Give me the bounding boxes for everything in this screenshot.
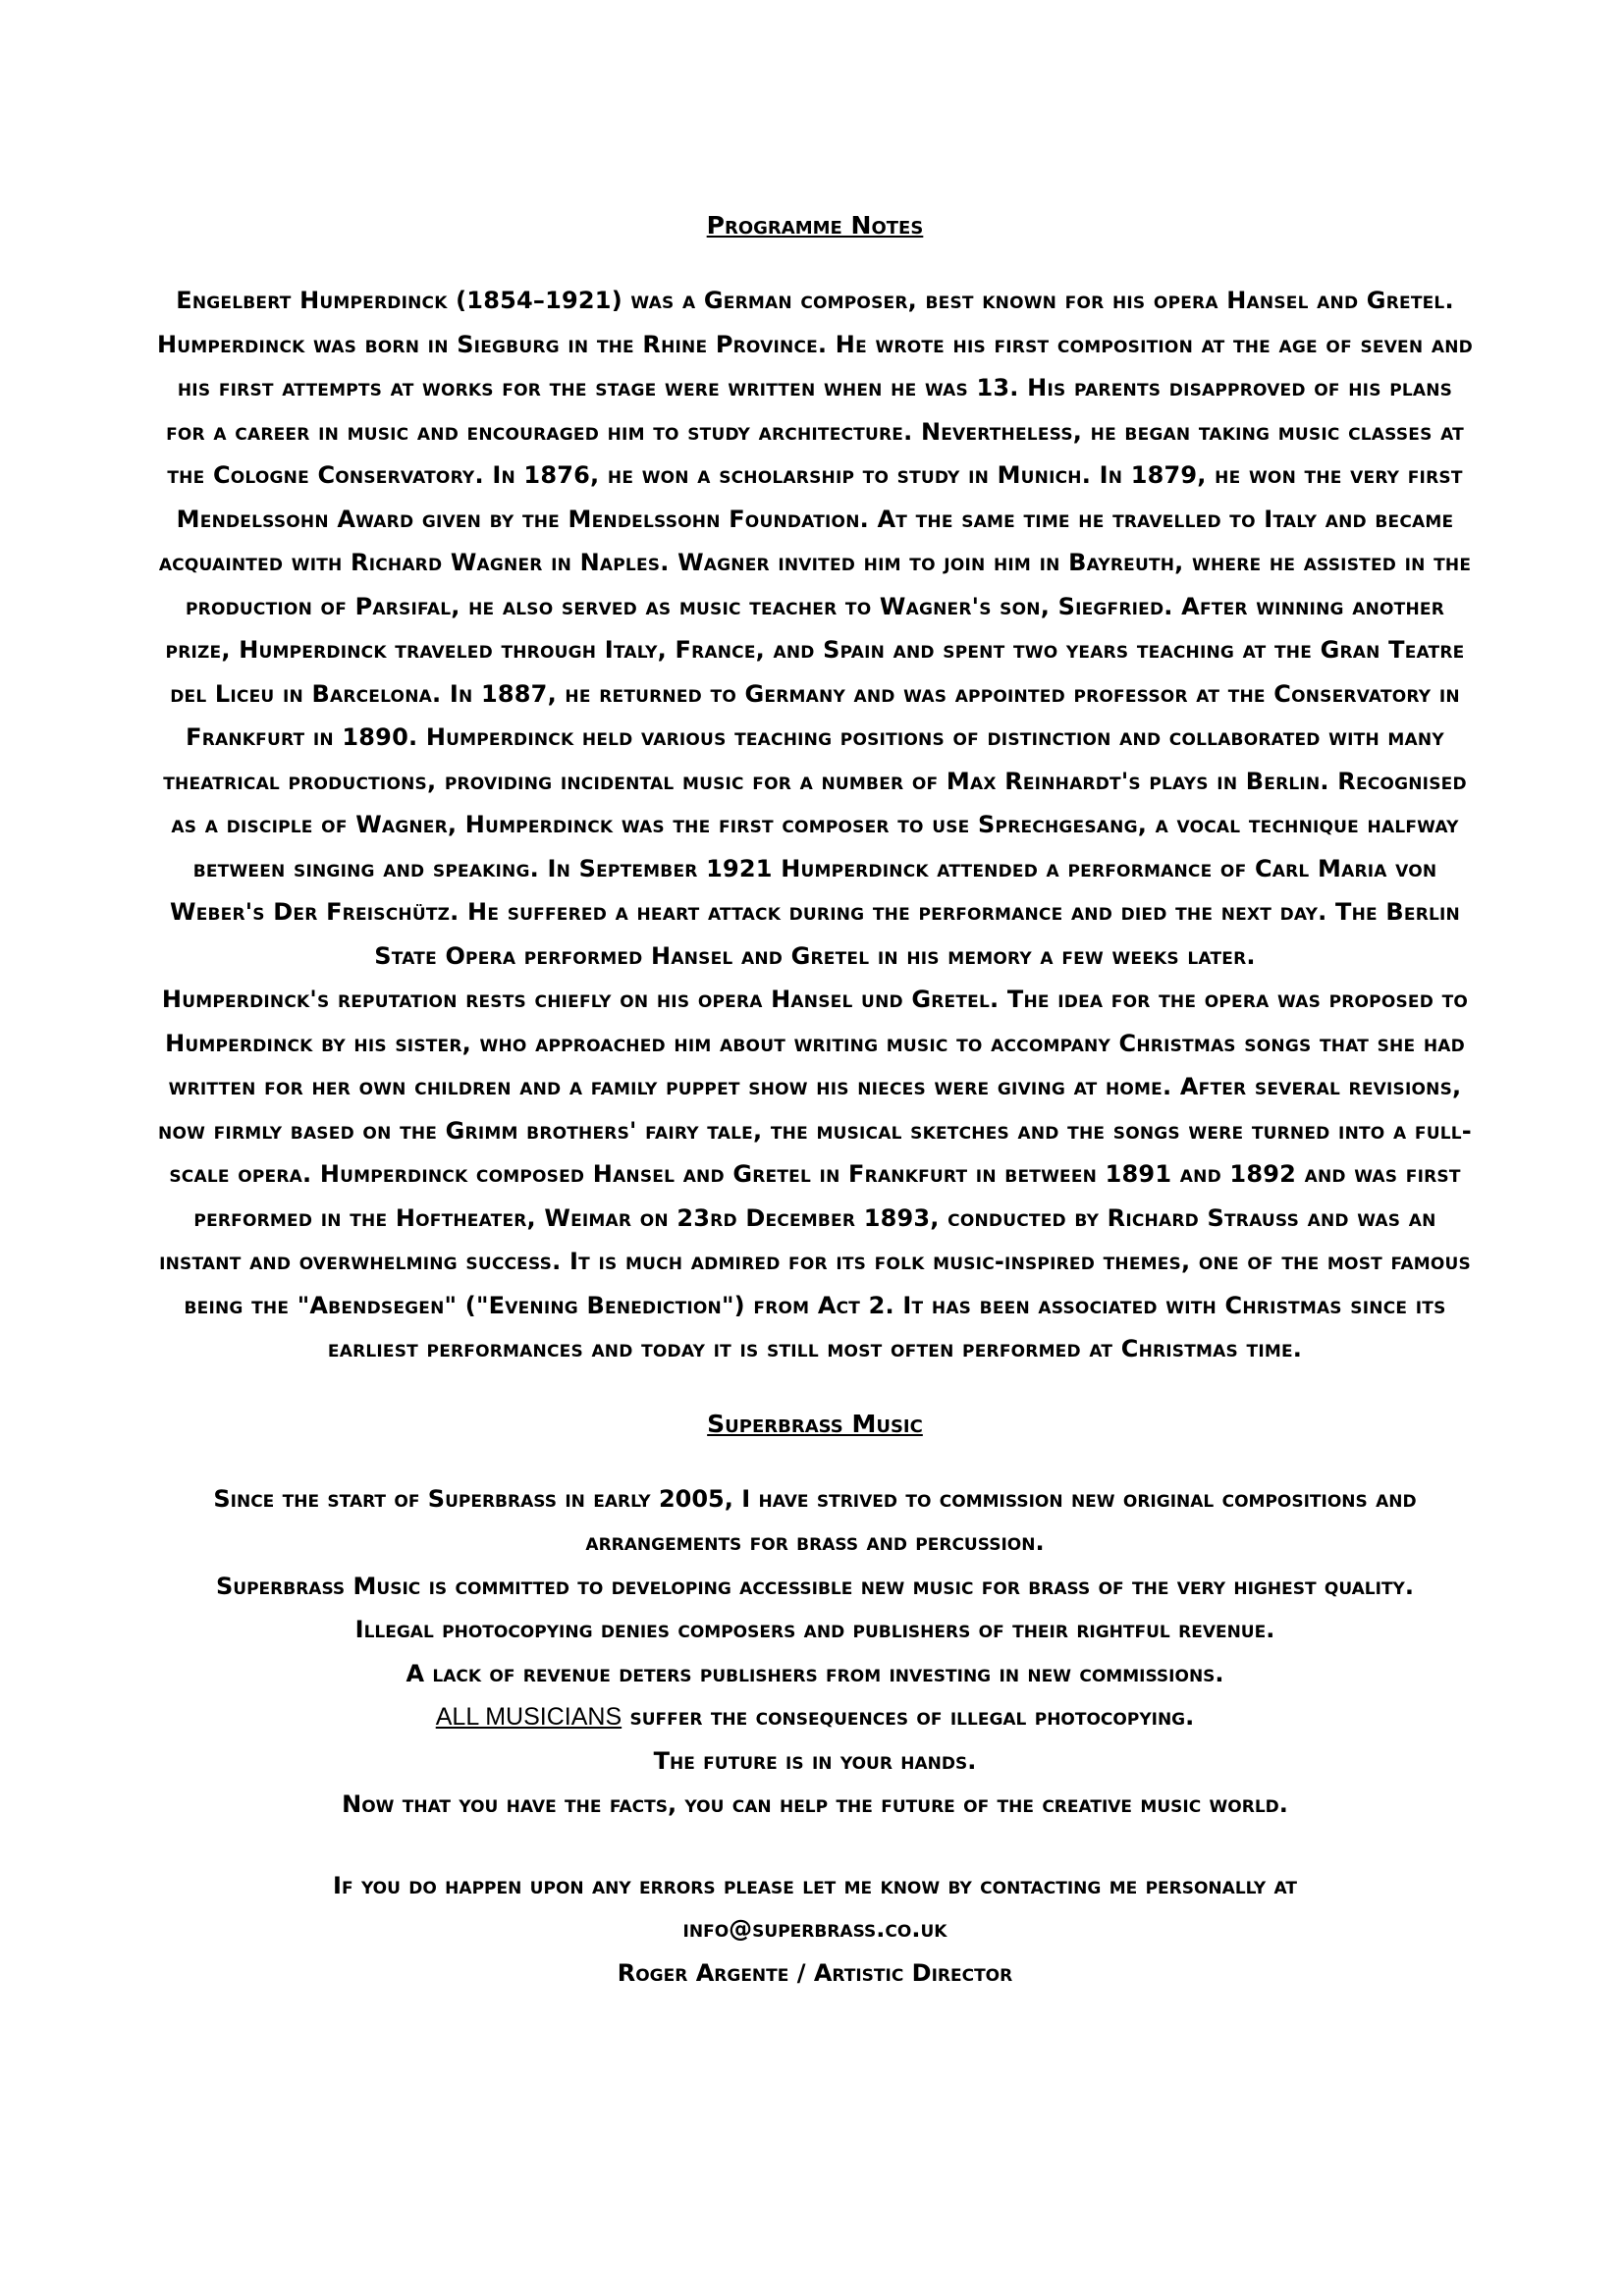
all-musicians-emphasis: ALL MUSICIANS (435, 1703, 622, 1731)
signature: Roger Argente / Artistic Director (617, 1958, 1013, 1987)
facts-statement: Now that you have the facts, you can help the future of the creative music world. (342, 1790, 1288, 1818)
all-musicians-rest: suffer the consequences of illegal photocopying. (629, 1703, 1195, 1731)
contact-email[interactable]: info@superbrass.co.uk (682, 1915, 947, 1943)
humperdinck-biography-paragraph: Engelbert Humperdinck (1854–1921) was a German composer, best known for his opera Hansel and Gretel. Humperdinck was born in Siegburg in the Rhine Province. He wrote his first composition at the age of seven and his first attempts at works for the stage were written when he was 13. His parents disapproved of his plans for a career in music and encouraged him to study architecture. Nevertheless, he began taking music classes at the Cologne Conservatory. In 1876, he won a scholarship to study in Munich. In 1879, he won the very first Mendelssohn Award given by the Mendelssohn Foundation. At the same time he travelled to Italy and became acquainted with Richard Wagner in Naples. Wagner invited him to join him in Bayreuth, where he assisted in the production of Parsifal, he also served as music teacher to Wagner's son, Siegfried. After winning another prize, Humperdinck traveled through Italy, France, and Spain and spent two years teaching at the Gran Teatre del Liceu in Barcelona. In 1887, he returned to Germany and was appointed professor at the Conservatory in Frankfurt in 1890. Humperdinck held various teaching positions of distinction and collaborated with many theatrical productions, providing incidental music for a number of Max Reinhardt's plays in Berlin. Recognised as a disciple of Wagner, Humperdinck was the first composer to use Sprechgesang, a vocal technique halfway between singing and speaking. In September 1921 Humperdinck attended a performance of Carl Maria von Weber's Der Freischütz. He suffered a heart attack during the performance and died the next day. The Berlin State Opera performed Hansel and Gretel in his memory a few weeks later. (157, 287, 1473, 970)
errors-request: If you do happen upon any errors please let me know by contacting me personally at (333, 1871, 1297, 1899)
superbrass-statement (157, 1477, 1473, 1827)
programme-notes-page (157, 206, 1473, 1995)
all-musicians-statement (157, 1695, 1473, 1739)
revenue-deters-statement: A lack of revenue deters publishers from investing in new commissions. (406, 1659, 1224, 1687)
hansel-und-gretel-paragraph: Humperdinck's reputation rests chiefly on his opera Hansel und Gretel. The idea for the opera was proposed to Humperdinck by his sister, who approached him about writing music to accompany Christmas songs that she had written for her own children and a family puppet show his nieces were giving at home. After several revisions, now firmly based on the Grimm brothers' fairy tale, the musical sketches and the songs were turned into a full-scale opera. Humperdinck composed Hansel and Gretel in Frankfurt in between 1891 and 1892 and was first performed in the Hoftheater, Weimar on 23rd December 1893, conducted by Richard Strauss and was an instant and overwhelming success. It is much admired for its folk music-inspired themes, one of the most famous being the "Abendsegen" ("Evening Benediction") from Act 2. It has been associated with Christmas since its earliest performances and today it is still most often performed at Christmas time. (158, 986, 1472, 1362)
future-statement: The future is in your hands. (653, 1746, 977, 1775)
programme-notes-heading: Programme Notes (706, 211, 924, 240)
commission-statement: Since the start of Superbrass in early 2005, I have strived to commission new original compositions and arrangements for brass and percussion. (213, 1484, 1417, 1556)
contact-section (157, 1864, 1473, 1996)
superbrass-music-heading: Superbrass Music (707, 1409, 923, 1438)
commitment-statement: Superbrass Music is committed to developing accessible new music for brass of the very highest quality. (215, 1572, 1414, 1600)
photocopying-revenue-statement: Illegal photocopying denies composers and publishers of their rightful revenue. (354, 1616, 1275, 1643)
